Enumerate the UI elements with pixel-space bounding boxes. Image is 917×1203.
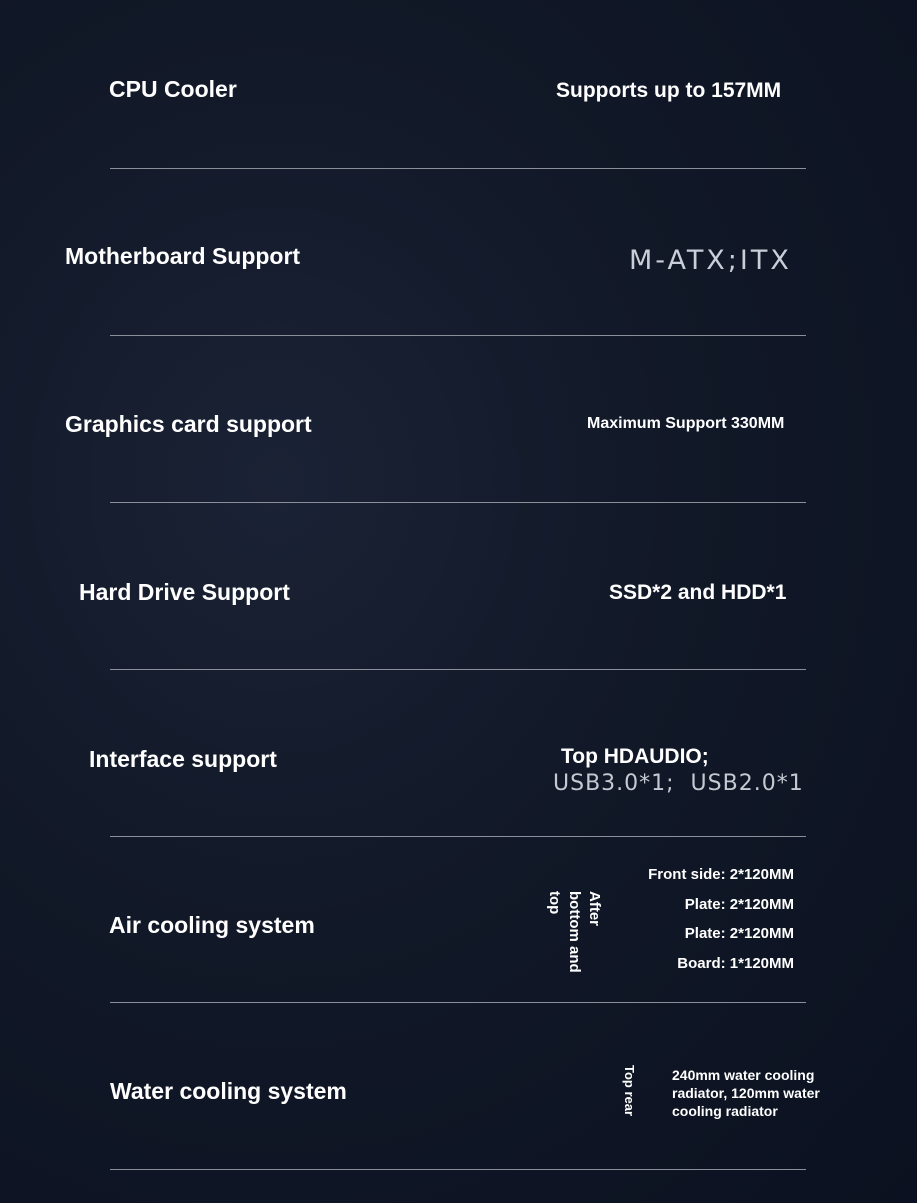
air-cooling-position-label (544, 891, 604, 973)
air-cooling-label: Air cooling system (109, 912, 315, 938)
water-cooling-position-label: Top rear (622, 1065, 637, 1117)
interface-value-line2: USB3.0*1; USB2.0*1 (553, 771, 804, 796)
air-cooling-item: Board: 1*120MM (677, 954, 794, 972)
interface-label: Interface support (89, 746, 277, 772)
divider (110, 836, 806, 837)
cpu-cooler-value: Supports up to 157MM (556, 79, 782, 102)
air-cooling-list (648, 860, 794, 978)
air-position-line3: top (546, 891, 563, 915)
motherboard-value: M-ATX;ITX (629, 245, 792, 276)
cpu-cooler-label: CPU Cooler (109, 76, 237, 102)
hard-drive-value: SSD*2 and HDD*1 (609, 581, 787, 604)
divider (110, 335, 806, 336)
divider (110, 1169, 806, 1170)
air-position-line1: After (586, 891, 603, 927)
motherboard-label: Motherboard Support (65, 243, 301, 269)
hard-drive-label: Hard Drive Support (79, 579, 290, 605)
divider (110, 669, 806, 670)
air-cooling-item: Plate: 2*120MM (684, 895, 794, 913)
graphics-card-value: Maximum Support 330MM (587, 415, 785, 432)
water-cooling-label: Water cooling system (110, 1078, 347, 1104)
water-cooling-line: cooling radiator (672, 1103, 778, 1119)
divider (110, 502, 806, 503)
water-cooling-line: radiator, 120mm water (672, 1085, 820, 1101)
air-position-line2: bottom and (566, 891, 583, 973)
water-cooling-line: 240mm water cooling (672, 1067, 815, 1083)
graphics-card-label: Graphics card support (65, 411, 312, 437)
interface-value-line1: Top HDAUDIO; (561, 745, 709, 768)
divider (110, 1002, 806, 1003)
air-cooling-item: Front side: 2*120MM (648, 866, 794, 883)
water-cooling-value (672, 1066, 820, 1120)
divider (110, 168, 806, 169)
air-cooling-item: Plate: 2*120MM (684, 925, 794, 942)
